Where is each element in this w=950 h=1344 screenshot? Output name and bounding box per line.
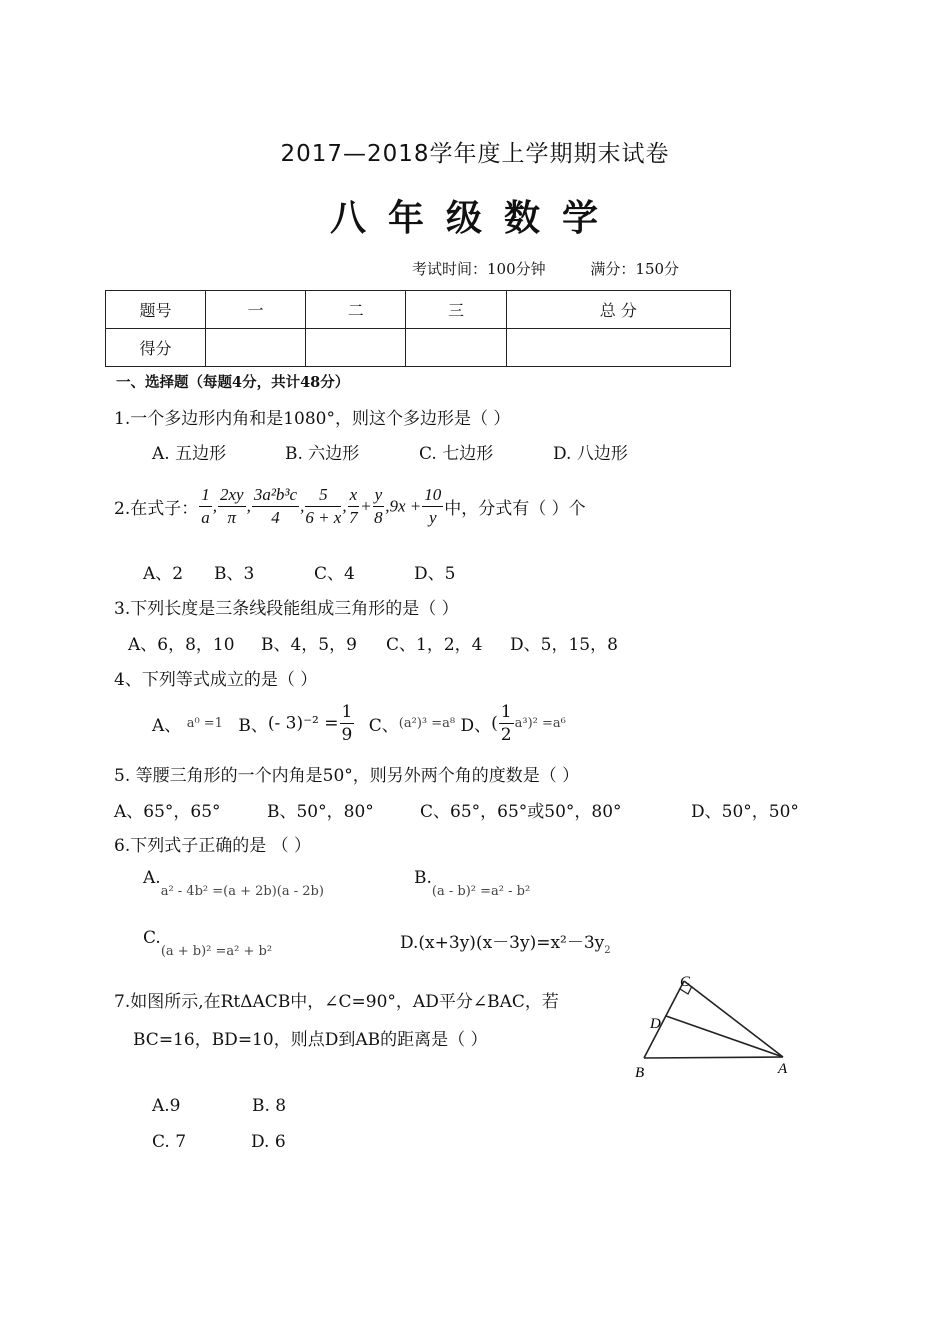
q2-frac-5: $\frac{x}{7}$ <box>349 485 358 527</box>
q6-d-label: D.(x+3y)(x－3y)=x²－3y <box>400 933 605 953</box>
q6-c-label: C. <box>143 928 161 948</box>
q3-stem: 3.下列长度是三条线段能组成三角形的是（ ） <box>114 599 459 619</box>
q1-stem: 1.一个多边形内角和是1080°，则这个多边形是（ ） <box>114 409 511 429</box>
segment-ca <box>684 981 783 1057</box>
q2-frac-4: $\frac{5}{6 + x}$ <box>305 485 342 527</box>
score-cell-label: 题号 <box>106 291 206 329</box>
q6-b-expr: (a - b)² =a² - b² <box>431 884 531 899</box>
q6-b-label: B. <box>414 868 432 888</box>
q2-option-d: D、5 <box>414 564 456 584</box>
q1-option-d: D. 八边形 <box>553 444 628 464</box>
score-cell-total: 总 分 <box>506 291 730 329</box>
q6-d-sub: 2 <box>604 945 611 956</box>
score-blank-2[interactable] <box>306 329 406 367</box>
q2-suffix: 中，分式有（ ）个 <box>444 499 586 519</box>
q1-option-b: B. 六边形 <box>285 444 360 464</box>
q2-frac-2: $\frac{2xy}{\pi}$ <box>219 485 244 527</box>
q5-option-d: D、50°，50° <box>691 802 799 822</box>
label-a: A <box>778 1061 788 1077</box>
score-table-header-row <box>106 291 731 329</box>
q4-a-label: A、 <box>152 716 182 736</box>
score-blank-3[interactable] <box>406 329 506 367</box>
segment-ad <box>666 1016 783 1057</box>
q7-option-d: D. 6 <box>251 1132 286 1152</box>
score-cell-2: 二 <box>306 291 406 329</box>
q6-a-expr: a² - 4b² =(a + 2b)(a - 2b) <box>160 884 324 899</box>
q7-option-b: B. 8 <box>252 1096 287 1116</box>
q4-d-label: D、 <box>460 716 492 736</box>
triangle-figure <box>630 970 800 1082</box>
q7-option-c: C. 7 <box>152 1132 187 1152</box>
score-table-score-row <box>106 329 731 367</box>
q2-prefix: 2.在式子： <box>114 499 199 519</box>
q6-option-a <box>143 868 324 899</box>
label-b: B <box>635 1065 645 1081</box>
q2-frac-3: $\frac{\text{3a²b³c}}{4}$ <box>253 485 298 527</box>
q2-term-7: ,9x + <box>385 496 422 516</box>
q4-d-frac: $\frac{1}{2}$ <box>500 702 512 745</box>
q5-option-b: B、50°，80° <box>267 802 374 822</box>
subject-title: 八年级数学 <box>329 198 620 239</box>
q1-option-a: A. 五边形 <box>152 444 227 464</box>
exam-title: 2017—2018学年度上学期期末试卷 <box>280 141 670 167</box>
q3-option-d: D、5，15，8 <box>510 635 618 655</box>
q7-option-a: A.9 <box>152 1096 181 1116</box>
label-d: D <box>650 1016 661 1032</box>
label-c: C <box>680 974 691 990</box>
q4-a-expr: a⁰ =1 <box>186 716 223 731</box>
q5-option-a: A、65°，65° <box>114 802 221 822</box>
q2-frac-7: $\frac{10}{y}$ <box>424 485 442 527</box>
q2-option-c: C、4 <box>314 564 355 584</box>
q6-option-d <box>400 928 611 956</box>
q1-option-c: C. 七边形 <box>419 444 494 464</box>
q2-frac-1: $\frac{1}{a}$ <box>201 485 210 527</box>
q6-stem: 6.下列式子正确的是 （ ） <box>114 836 312 856</box>
q6-c-expr: (a + b)² =a² + b² <box>160 944 273 959</box>
q3-option-b: B、4，5，9 <box>261 635 357 655</box>
q6-a-label: A. <box>143 868 161 888</box>
q7-line1: 7.如图所示,在RtΔACB中，∠C=90°，AD平分∠BAC，若 <box>114 992 559 1012</box>
q4-options <box>152 701 566 746</box>
score-cell-3: 三 <box>406 291 506 329</box>
q4-d-expr: a³)² =a⁶ <box>514 716 566 731</box>
q4-d-open: ( <box>491 713 498 734</box>
q3-option-c: C、1，2，4 <box>386 635 483 655</box>
exam-meta <box>412 258 719 279</box>
q6-option-b <box>414 868 531 899</box>
q5-option-c: C、65°，65°或50°，80° <box>420 802 622 822</box>
section-heading: 一、选择题（每题4分，共计48分） <box>116 374 350 391</box>
q7-line2: BC=16，BD=10，则点D到AB的距离是（ ） <box>133 1030 488 1050</box>
q4-b-label: B、 <box>238 716 268 736</box>
q2-stem: 2.在式子： $\frac{1}{a}$ , $\frac{2xy}{\pi}$ , $\frac{\text{3a²b³c}}{4}$ , $\frac{5}{6 + x}$ , $\frac{x}{7}$ + $\frac{y}{8}$ ,9x + $\frac{10}{y}$ 中，分式有（ ）个 <box>114 485 586 527</box>
score-row-label: 得分 <box>106 329 206 367</box>
q4-b-expr: (- 3)⁻² = <box>267 713 339 734</box>
q4-stem: 4、下列等式成立的是（ ） <box>114 670 318 690</box>
score-cell-1: 一 <box>206 291 306 329</box>
q2-option-b: B、3 <box>214 564 255 584</box>
q3-option-a: A、6，8，10 <box>128 635 235 655</box>
q2-option-a: A、2 <box>143 564 184 584</box>
full-score: 满分：150分 <box>590 260 680 278</box>
q5-stem: 5. 等腰三角形的一个内角是50°，则另外两个角的度数是（ ） <box>114 766 580 786</box>
q6-option-c <box>143 928 273 959</box>
q4-c-label: C、 <box>368 716 399 736</box>
score-blank-1[interactable] <box>206 329 306 367</box>
score-blank-total[interactable] <box>506 329 730 367</box>
q4-b-frac: $\frac{1}{9}$ <box>341 702 353 745</box>
q2-plus: + <box>360 496 372 516</box>
score-table <box>105 290 731 367</box>
q2-frac-6: $\frac{y}{8}$ <box>374 485 383 527</box>
exam-time: 考试时间：100分钟 <box>412 260 546 278</box>
segment-ba <box>644 1057 783 1058</box>
q4-c-expr: (a²)³ =a⁸ <box>398 716 456 731</box>
